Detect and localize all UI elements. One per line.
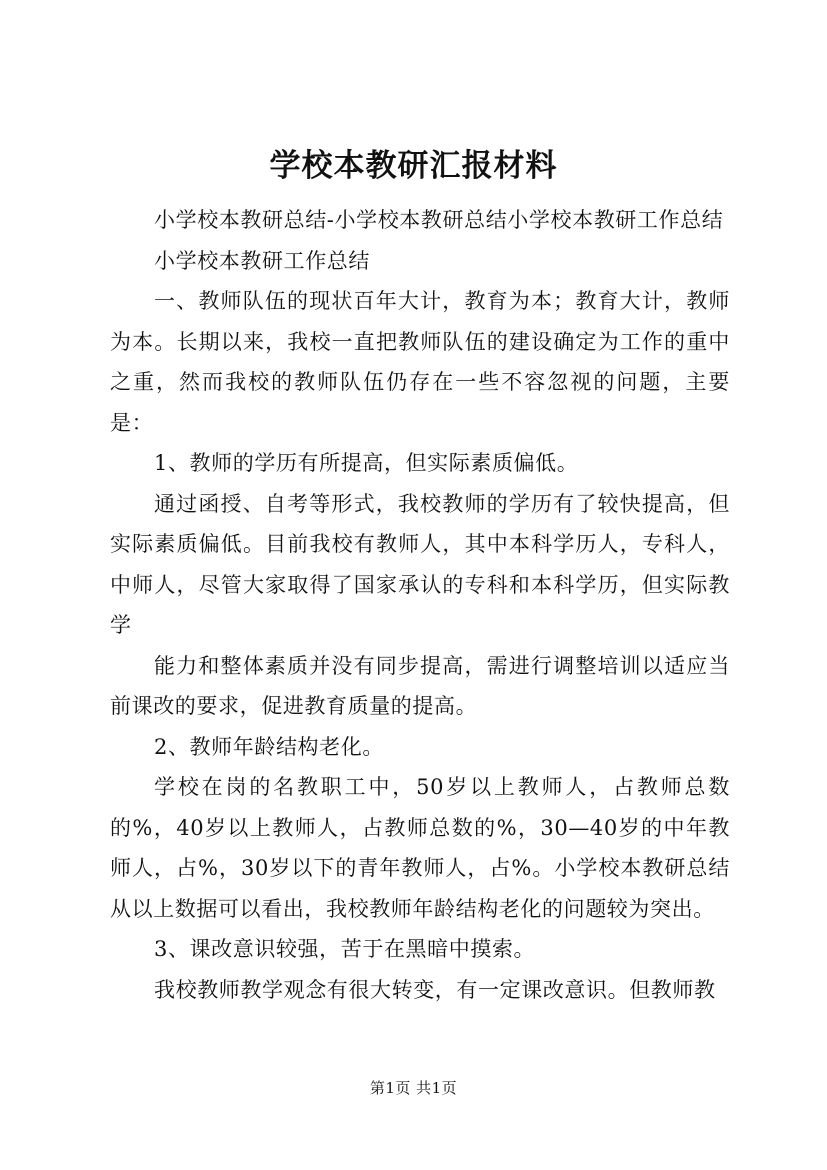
paragraph: 能力和整体素质并没有同步提高，需进行调整培训以适应当前课改的要求，促进教育质量的提高。 xyxy=(110,653,730,718)
paragraph: 学校在岗的名教职工中，50岁以上教师人，占教师总数的%，40岁以上教师人，占教师总数的%，30—40岁的中年教师人，占%，30岁以下的青年教师人，占%。小学校本教研总结从以上数据可以看出，我校教师年龄结构老化的问题较为突出。 xyxy=(110,775,730,921)
page-footer: 第1页 共1页 xyxy=(369,1079,458,1097)
paragraph: 我校教师教学观念有很大转变，有一定课改意识。但教师教 xyxy=(154,977,716,1002)
document-body xyxy=(110,200,730,1010)
paragraph: 小学校本教研工作总结 xyxy=(154,248,370,273)
paragraph: 1、教师的学历有所提高，但实际素质偏低。 xyxy=(154,451,579,475)
document-title: 学校本教研汇报材料 xyxy=(269,148,558,184)
paragraph: 2、教师年龄结构老化。 xyxy=(154,734,384,759)
paragraph: 一、教师队伍的现状百年大计，教育为本；教育大计，教师为本。长期以来，我校一直把教师队伍的建设确定为工作的重中之重，然而我校的教师队伍仍存在一些不容忽视的问题，主要是： xyxy=(110,289,730,435)
paragraph: 通过函授、自考等形式，我校教师的学历有了较快提高，但实际素质偏低。目前我校有教师人，其中本科学历人，专科人，中师人，尽管大家取得了国家承认的专科和本科学历，但实际教学 xyxy=(110,491,730,637)
paragraph: 3、课改意识较强，苦于在黑暗中摸索。 xyxy=(154,937,536,961)
paragraph: 小学校本教研总结-小学校本教研总结小学校本教研工作总结 xyxy=(154,208,724,232)
